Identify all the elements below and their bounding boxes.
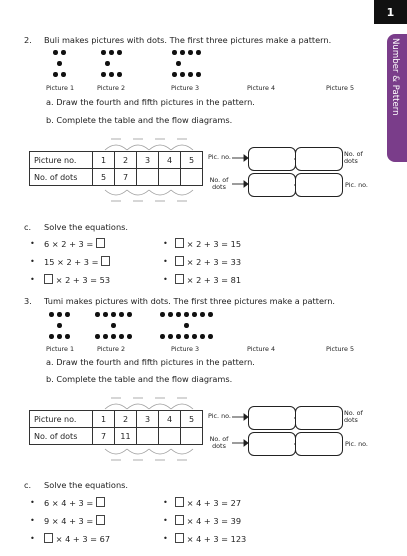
table-cell: 1	[93, 411, 115, 428]
table-row-label: Picture no.	[30, 411, 93, 428]
table-cell: 4	[159, 152, 181, 169]
answer-box[interactable]	[96, 238, 105, 248]
dot	[95, 334, 100, 339]
bullet: •	[30, 274, 35, 284]
dot	[103, 334, 108, 339]
table-cell[interactable]: 7	[115, 169, 137, 186]
dot	[109, 72, 114, 77]
dot	[57, 334, 62, 339]
q2-equation-l1	[44, 238, 105, 249]
table-cell-blank[interactable]	[159, 169, 181, 186]
dot	[111, 334, 116, 339]
table-row	[30, 428, 203, 445]
dot	[160, 334, 165, 339]
equation-text: × 4 + 3 = 67	[55, 534, 111, 544]
dot	[57, 312, 62, 317]
answer-box[interactable]	[175, 256, 184, 266]
q3-equation-l1	[44, 497, 105, 508]
table-cell: 2	[115, 152, 137, 169]
dot	[168, 312, 173, 317]
answer-box[interactable]	[101, 256, 110, 266]
equation-text: 15 × 2 + 3 =	[44, 257, 99, 267]
q2-picture-label: Picture 3	[171, 84, 200, 92]
dot	[176, 312, 181, 317]
dot	[160, 312, 165, 317]
dot	[95, 312, 100, 317]
q3-picture-label: Picture 5	[326, 345, 355, 353]
answer-box[interactable]	[175, 497, 184, 507]
q3-equation-r1	[175, 497, 241, 508]
dot	[49, 312, 54, 317]
q2-equation-l3	[44, 274, 110, 285]
answer-box[interactable]	[44, 533, 53, 543]
dot	[57, 323, 62, 328]
bullet: •	[30, 533, 35, 543]
equation-text: × 4 + 3 = 123	[186, 534, 247, 544]
chapter-tab-label: Number & Pattern	[390, 38, 400, 116]
dot	[61, 50, 66, 55]
dot	[188, 50, 193, 55]
table-row-label: No. of dots	[30, 169, 93, 186]
dot	[119, 334, 124, 339]
q2-part-c-letter: c.	[24, 222, 32, 232]
dot	[111, 312, 116, 317]
dot	[208, 312, 213, 317]
answer-box[interactable]	[44, 274, 53, 284]
dot	[111, 323, 116, 328]
q2-flow-bottom-input-label: No. of dots	[209, 176, 229, 191]
table-cell-blank[interactable]	[137, 428, 159, 445]
bullet: •	[30, 497, 35, 507]
table-cell: 7	[93, 428, 115, 445]
dot	[180, 50, 185, 55]
q3-flow-top-output-label: No. of dots	[344, 409, 363, 424]
q2-flow-bottom-operator-box-2[interactable]	[295, 173, 343, 197]
chapter-side-tab	[387, 34, 407, 162]
dot	[101, 72, 106, 77]
q2-text: Buli makes pictures with dots. The first three pictures make a pattern.	[44, 35, 332, 45]
bullet: •	[30, 238, 35, 248]
table-cell: 5	[181, 152, 203, 169]
bullet: •	[163, 256, 168, 266]
answer-box[interactable]	[175, 533, 184, 543]
equation-text: × 4 + 3 = 39	[186, 516, 242, 526]
equation-text: × 2 + 3 = 15	[186, 239, 242, 249]
table-row-label: Picture no.	[30, 152, 93, 169]
q3-equation-r3	[175, 533, 246, 544]
equation-text: × 4 + 3 = 27	[186, 498, 242, 508]
q2-number: 2.	[24, 35, 32, 45]
q2-part-c-text: Solve the equations.	[44, 222, 128, 232]
table-cell[interactable]: 11	[115, 428, 137, 445]
answer-box[interactable]	[175, 238, 184, 248]
dot	[105, 61, 110, 66]
q3-picture-label: Picture 4	[247, 345, 276, 353]
table-row	[30, 411, 203, 428]
q2-flow-bottom-operator-box-1[interactable]	[248, 173, 296, 197]
q3-flow-bottom-operator-box-2[interactable]	[295, 432, 343, 456]
q3-flow-top-operator-box-1[interactable]	[248, 406, 296, 430]
q2-pattern-table	[29, 151, 203, 186]
q3-number: 3.	[24, 296, 32, 306]
dot	[57, 61, 62, 66]
q2-equation-l2	[44, 256, 110, 267]
dot	[180, 72, 185, 77]
dot	[65, 312, 70, 317]
dot	[117, 72, 122, 77]
q3-picture-label: Picture 2	[97, 345, 126, 353]
table-cell-blank[interactable]	[181, 169, 203, 186]
q2-flow-top-operator-box-2[interactable]	[295, 147, 343, 171]
table-cell: 4	[159, 411, 181, 428]
bullet: •	[163, 515, 168, 525]
q2-part-b: b. Complete the table and the flow diagrams.	[46, 115, 233, 125]
table-cell: 3	[137, 152, 159, 169]
q3-equation-l3	[44, 533, 110, 544]
dot	[49, 334, 54, 339]
dot	[200, 312, 205, 317]
dot	[176, 334, 181, 339]
q3-part-c-letter: c.	[24, 480, 32, 490]
table-cell: 5	[93, 169, 115, 186]
equation-text: × 2 + 3 = 53	[55, 275, 111, 285]
bullet: •	[163, 497, 168, 507]
q2-part-a: a. Draw the fourth and fifth pictures in the pattern.	[46, 97, 255, 107]
table-cell-blank[interactable]	[137, 169, 159, 186]
bullet: •	[30, 515, 35, 525]
table-row	[30, 152, 203, 169]
dot	[117, 50, 122, 55]
q3-flow-top-input-label: Pic. no.	[208, 412, 231, 420]
table-row-label: No. of dots	[30, 428, 93, 445]
q3-equation-r2	[175, 515, 241, 526]
equation-text: 9 × 4 + 3 =	[44, 516, 94, 526]
q2-picture-label: Picture 5	[326, 84, 355, 92]
q2-flow-top-output-label: No. of dots	[344, 150, 363, 165]
q2-picture-label: Picture 1	[46, 84, 75, 92]
dot	[172, 50, 177, 55]
q2-equation-r3	[175, 274, 241, 285]
q3-part-a: a. Draw the fourth and fifth pictures in the pattern.	[46, 357, 255, 367]
answer-box[interactable]	[96, 515, 105, 525]
dot	[172, 72, 177, 77]
dot	[188, 72, 193, 77]
dot	[168, 334, 173, 339]
table-cell: 5	[181, 411, 203, 428]
bullet: •	[30, 256, 35, 266]
q3-part-b: b. Complete the table and the flow diagrams.	[46, 374, 233, 384]
q2-flow-bottom-output-label: Pic. no.	[345, 181, 368, 189]
q3-pattern-table	[29, 410, 203, 445]
q3-flow-bottom-operator-box-1[interactable]	[248, 432, 296, 456]
dot	[65, 334, 70, 339]
table-row	[30, 169, 203, 186]
q3-flow-bottom-output-label: Pic. no.	[345, 440, 368, 448]
table-cell: 1	[93, 152, 115, 169]
dot	[103, 312, 108, 317]
q3-flow-top-operator-box-2[interactable]	[295, 406, 343, 430]
bullet: •	[163, 274, 168, 284]
equation-text: 6 × 2 + 3 =	[44, 239, 94, 249]
dot	[176, 61, 181, 66]
dot	[184, 323, 189, 328]
dot	[101, 50, 106, 55]
table-cell-blank[interactable]	[181, 428, 203, 445]
q2-equation-r2	[175, 256, 241, 267]
q2-equation-r1	[175, 238, 241, 249]
table-cell: 2	[115, 411, 137, 428]
dot	[119, 312, 124, 317]
bullet: •	[163, 238, 168, 248]
q3-flow-bottom-input-label: No. of dots	[209, 435, 229, 450]
dot	[184, 312, 189, 317]
q3-part-c-text: Solve the equations.	[44, 480, 128, 490]
dot	[192, 312, 197, 317]
q2-picture-label: Picture 2	[97, 84, 126, 92]
table-cell: 3	[137, 411, 159, 428]
equation-text: × 2 + 3 = 33	[186, 257, 242, 267]
dot	[127, 334, 132, 339]
q3-equation-l2	[44, 515, 105, 526]
answer-box[interactable]	[175, 515, 184, 525]
dot	[127, 312, 132, 317]
q3-text: Tumi makes pictures with dots. The first three pictures make a pattern.	[44, 296, 336, 306]
q3-picture-label: Picture 3	[171, 345, 200, 353]
dot	[192, 334, 197, 339]
q2-picture-label: Picture 4	[247, 84, 276, 92]
dot	[53, 50, 58, 55]
bullet: •	[163, 533, 168, 543]
dot	[196, 72, 201, 77]
q3-picture-label: Picture 1	[46, 345, 75, 353]
dot	[208, 334, 213, 339]
dot	[196, 50, 201, 55]
answer-box[interactable]	[96, 497, 105, 507]
answer-box[interactable]	[175, 274, 184, 284]
table-cell-blank[interactable]	[159, 428, 181, 445]
q2-flow-top-operator-box-1[interactable]	[248, 147, 296, 171]
dot	[184, 334, 189, 339]
dot	[53, 72, 58, 77]
q2-flow-top-input-label: Pic. no.	[208, 153, 231, 161]
page-number: 1	[374, 0, 407, 24]
dot	[200, 334, 205, 339]
equation-text: × 2 + 3 = 81	[186, 275, 242, 285]
dot	[109, 50, 114, 55]
equation-text: 6 × 4 + 3 =	[44, 498, 94, 508]
dot	[61, 72, 66, 77]
